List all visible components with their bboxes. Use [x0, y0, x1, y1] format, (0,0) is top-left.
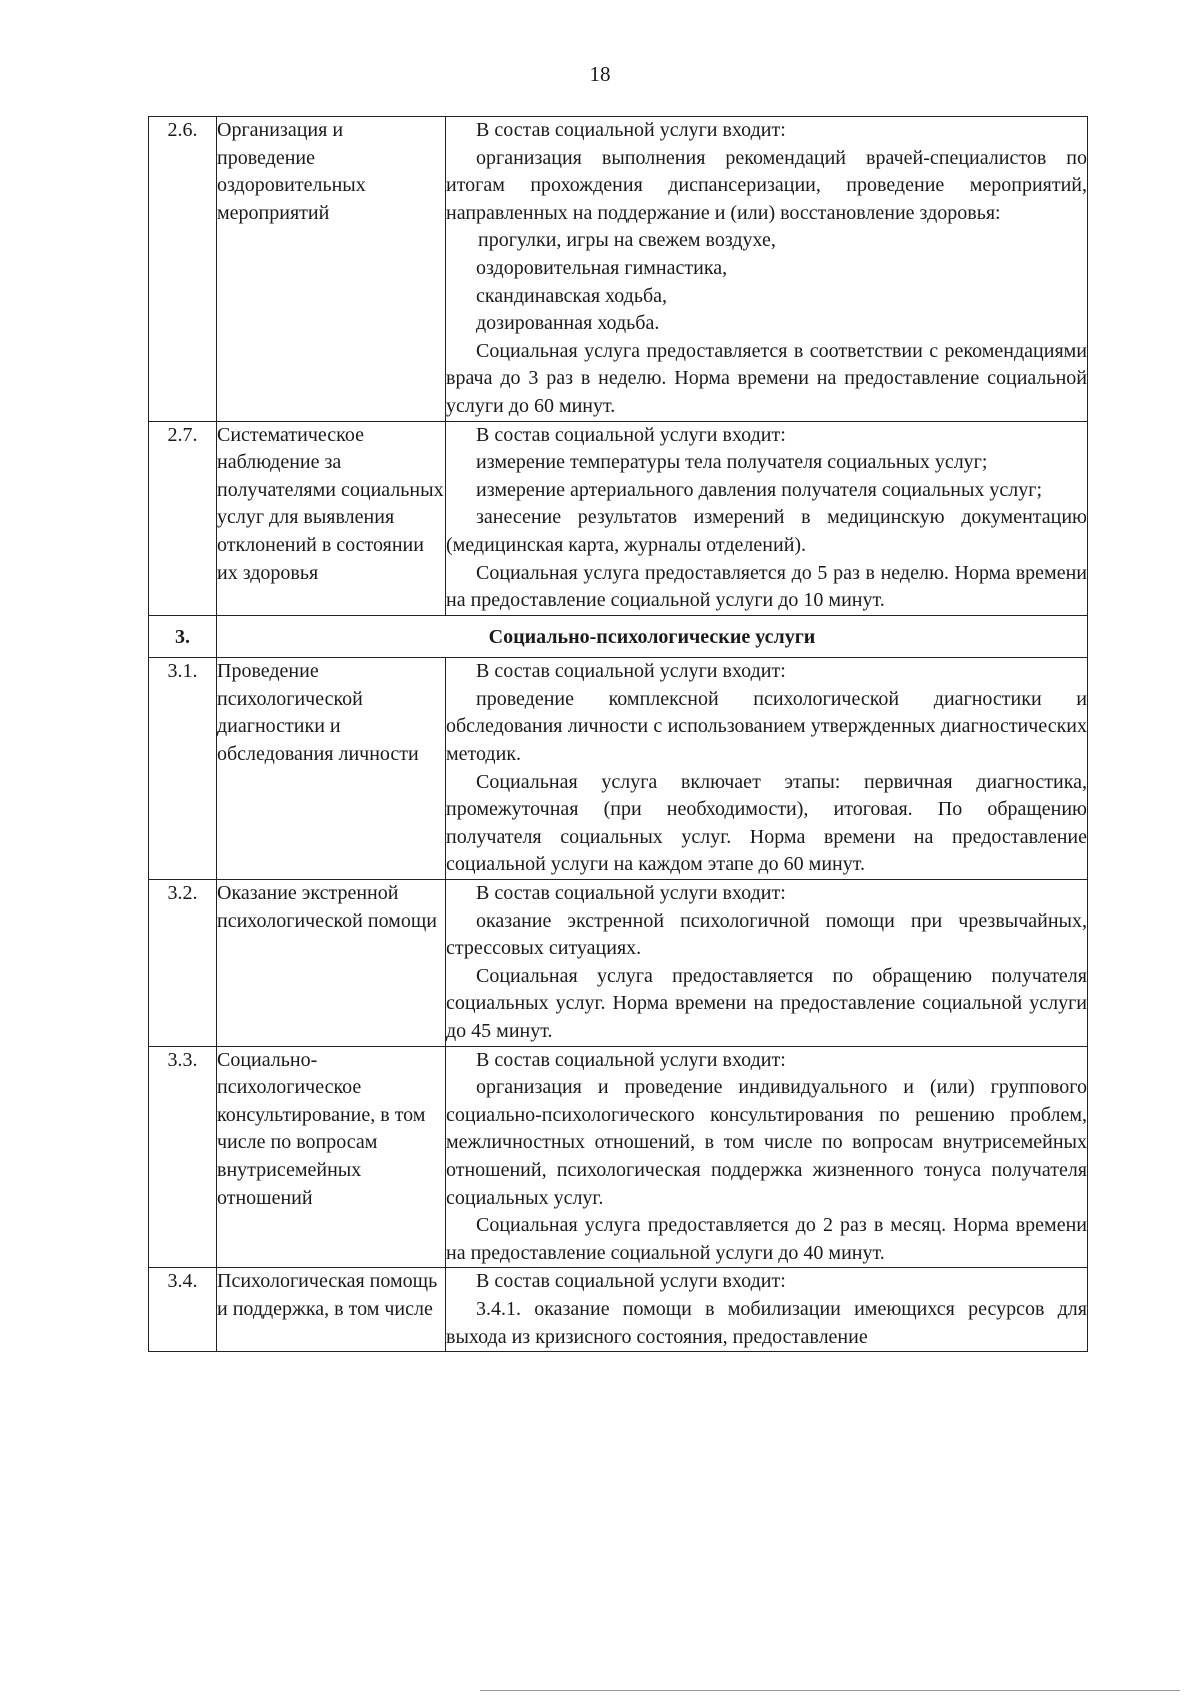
service-number: 2.7. — [149, 421, 217, 615]
service-description — [446, 880, 1088, 1047]
service-number: 3.3. — [149, 1046, 217, 1268]
section-title: Социально-психологические услуги — [217, 615, 1088, 658]
service-description — [446, 658, 1088, 880]
description-paragraph: В состав социальной услуги входит: — [476, 660, 786, 683]
description-paragraph: Социальная услуга предоставляется по обращению получателя социальных услуг. Норма времени на предоставление социальной услуги до 45 минут. — [446, 964, 1087, 1042]
description-paragraph: дозированная ходьба. — [476, 312, 660, 335]
description-paragraph: Социальная услуга предоставляется до 2 раз в месяц. Норма времени на предоставление социальной услуги до 40 минут. — [446, 1214, 1087, 1264]
description-paragraph: организация выполнения рекомендаций врачей-специалистов по итогам прохождения диспансеризации, проведение мероприятий, направленных на поддержание и (или) восстановление здоровья: — [446, 146, 1087, 224]
service-name: Систематическое наблюдение за получателями социальных услуг для выявления отклонений в состоянии их здоровья — [217, 421, 446, 615]
service-name: Оказание экстренной психологической помощи — [217, 880, 446, 1047]
scan-edge-line — [480, 1690, 1180, 1691]
services-table-body — [149, 117, 1088, 1352]
description-paragraph: Социальная услуга предоставляется в соответствии с рекомендациями врача до 3 раз в неделю. Норма времени на предоставление социальной услуги до 60 минут. — [446, 339, 1087, 417]
description-paragraph: В состав социальной услуги входит: — [476, 119, 786, 141]
description-paragraph: В состав социальной услуги входит: — [476, 882, 786, 905]
description-paragraph: Социальная услуга предоставляется до 5 раз в неделю. Норма времени на предоставление социальной услуги до 10 минут. — [446, 561, 1087, 612]
section-row — [149, 615, 1088, 658]
service-number: 3.1. — [149, 658, 217, 880]
table-row — [149, 1046, 1088, 1268]
table-row — [149, 658, 1088, 880]
service-description — [446, 1268, 1088, 1352]
section-number: 3. — [149, 615, 217, 658]
service-number: 3.2. — [149, 880, 217, 1047]
description-paragraph: Социальная услуга включает этапы: первичная диагностика, промежуточная (при необходимости), итоговая. По обращению получателя социальных услуг. Норма времени на предоставление социальной услуги на каждом этапе до 60 минут. — [446, 770, 1087, 876]
table-row — [149, 117, 1088, 422]
description-paragraph: В состав социальной услуги входит: — [476, 423, 786, 446]
description-paragraph: скандинавская ходьба, — [476, 284, 668, 307]
service-number: 3.4. — [149, 1268, 217, 1352]
description-paragraph: прогулки, игры на свежем воздухе, — [478, 229, 776, 252]
description-paragraph: В состав социальной услуги входит: — [476, 1270, 786, 1293]
service-name: Социально-психологическое консультирование, в том числе по вопросам внутрисемейных отношений — [217, 1046, 446, 1268]
description-paragraph: В состав социальной услуги входит: — [476, 1048, 786, 1071]
description-paragraph: организация и проведение индивидуального и (или) группового социально-психологического консультирования по решению проблем, межличностных отношений, в том числе по вопросам внутрисемейных отношений, психологическая поддержка жизненного тонуса получателя социальных услуг. — [446, 1076, 1087, 1209]
table-row — [149, 1268, 1088, 1352]
service-number: 2.6. — [149, 117, 217, 422]
service-description — [446, 1046, 1088, 1268]
service-name: Организация и проведение оздоровительных мероприятий — [217, 117, 446, 422]
page-number: 18 — [589, 62, 611, 86]
service-name: Проведение психологической диагностики и обследования личности — [217, 658, 446, 880]
description-paragraph: проведение комплексной психологической диагностики и обследования личности с использованием утвержденных диагностических методик. — [446, 687, 1087, 766]
description-paragraph: измерение температуры тела получателя социальных услуг; — [476, 451, 988, 474]
description-paragraph: занесение результатов измерений в медицинскую документацию (медицинская карта, журналы отделений). — [446, 506, 1087, 556]
description-paragraph: оздоровительная гимнастика, — [476, 256, 728, 279]
service-name: Психологическая помощь и поддержка, в том числе — [217, 1268, 446, 1352]
table-row — [149, 421, 1088, 615]
description-paragraph: оказание экстренной психологичной помощи при чрезвычайных, стрессовых ситуациях. — [446, 909, 1087, 960]
services-table — [148, 116, 1088, 1352]
description-paragraph: 3.4.1. оказание помощи в мобилизации имеющихся ресурсов для выхода из кризисного состояния, предоставление — [446, 1297, 1087, 1348]
description-paragraph: измерение артериального давления получателя социальных услуг; — [476, 478, 1043, 501]
service-description — [446, 421, 1088, 615]
service-description — [446, 117, 1088, 422]
table-row — [149, 880, 1088, 1047]
